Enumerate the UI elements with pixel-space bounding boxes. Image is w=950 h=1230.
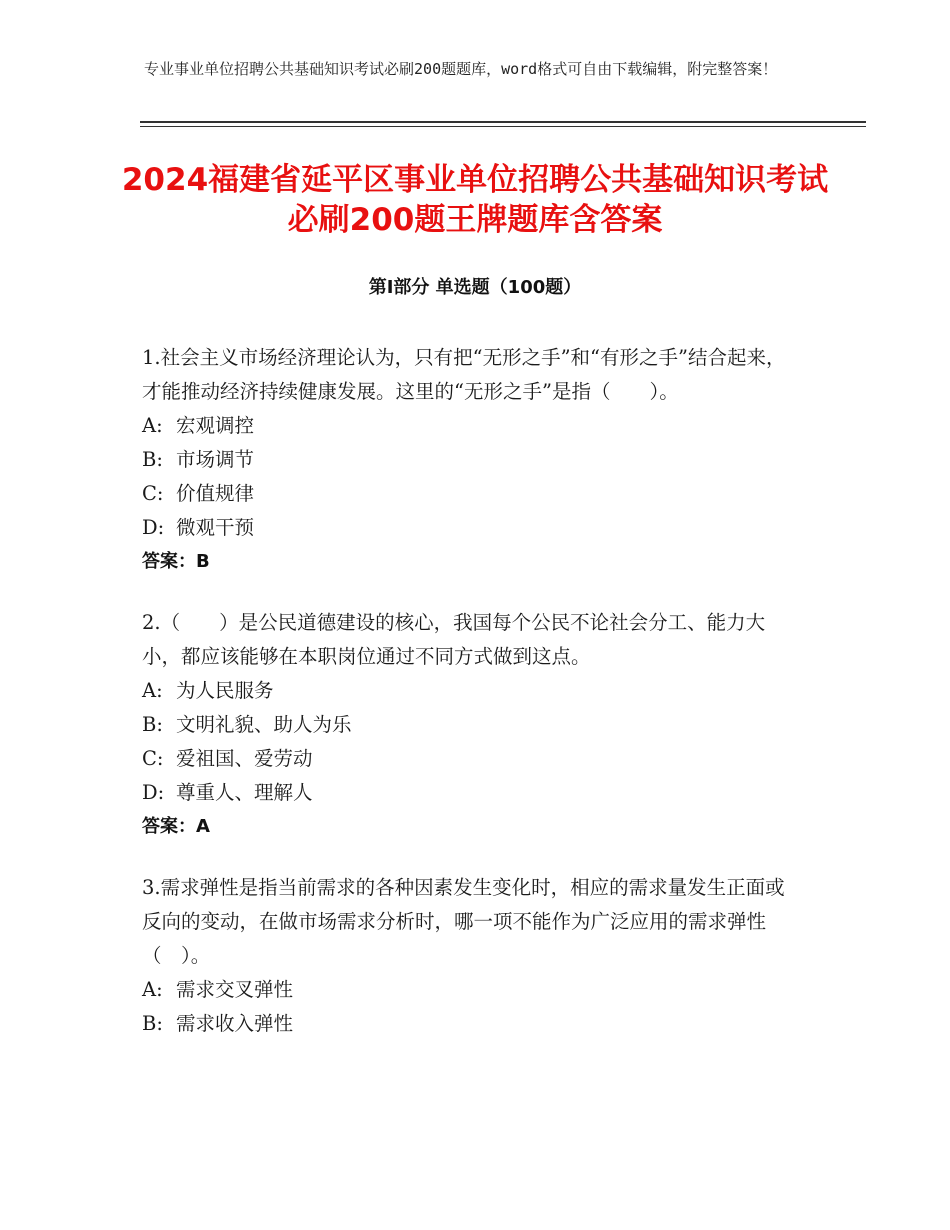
question-stem: 1.社会主义市场经济理论认为，只有把“无形之手”和“有形之手”结合起来，才能推动经济持续健康发展。这里的“无形之手”是指（ ）。 <box>142 346 786 403</box>
option-a <box>142 674 802 708</box>
option-letter: A: <box>142 414 163 437</box>
option-text: 为人民服务 <box>176 679 274 702</box>
option-text: 市场调节 <box>176 448 255 471</box>
option-letter: C: <box>142 747 164 770</box>
option-text: 文明礼貌、助人为乐 <box>176 713 352 736</box>
option-text: 微观干预 <box>176 516 255 539</box>
option-text: 需求交叉弹性 <box>176 978 294 1001</box>
header-note: 专业事业单位招聘公共基础知识考试必刷200题题库，word格式可自由下载编辑，附完整答案！ <box>144 60 778 78</box>
option-letter: D: <box>142 516 165 539</box>
option-text: 爱祖国、爱劳动 <box>176 747 313 770</box>
option-letter: B: <box>142 1012 163 1035</box>
option-c <box>142 742 802 776</box>
document-title: 2024福建省延平区事业单位招聘公共基础知识考试必刷200题王牌题库含答案 <box>121 162 829 238</box>
option-d <box>142 776 802 810</box>
section-heading: 第Ⅰ部分 单选题（100题） <box>368 277 582 298</box>
option-text: 需求收入弹性 <box>176 1012 294 1035</box>
option-letter: D: <box>142 781 165 804</box>
header-divider-thin <box>140 126 866 127</box>
option-letter: A: <box>142 978 163 1001</box>
option-letter: B: <box>142 448 163 471</box>
option-letter: C: <box>142 482 164 505</box>
option-letter: B: <box>142 713 163 736</box>
header-divider-thick <box>140 121 866 123</box>
option-c <box>142 477 802 511</box>
option-a <box>142 973 802 1007</box>
option-letter: A: <box>142 679 163 702</box>
option-b <box>142 708 802 742</box>
question-stem: 2.（ ）是公民道德建设的核心，我国每个公民不论社会分工、能力大小，都应该能够在本职岗位通过不同方式做到这点。 <box>142 611 766 668</box>
option-b <box>142 1007 802 1041</box>
option-text: 尊重人、理解人 <box>176 781 313 804</box>
option-d <box>142 511 802 545</box>
question-1 <box>142 341 802 579</box>
question-2 <box>142 606 802 844</box>
option-text: 宏观调控 <box>176 414 255 437</box>
question-list <box>142 341 802 1068</box>
question-stem: 3.需求弹性是指当前需求的各种因素发生变化时，相应的需求量发生正面或反向的变动，在做市场需求分析时，哪一项不能作为广泛应用的需求弹性（ ）。 <box>142 876 785 967</box>
option-a <box>142 409 802 443</box>
answer-line: 答案：A <box>142 816 210 837</box>
option-b <box>142 443 802 477</box>
option-text: 价值规律 <box>176 482 255 505</box>
question-3 <box>142 871 802 1041</box>
answer-line: 答案：B <box>142 551 210 572</box>
